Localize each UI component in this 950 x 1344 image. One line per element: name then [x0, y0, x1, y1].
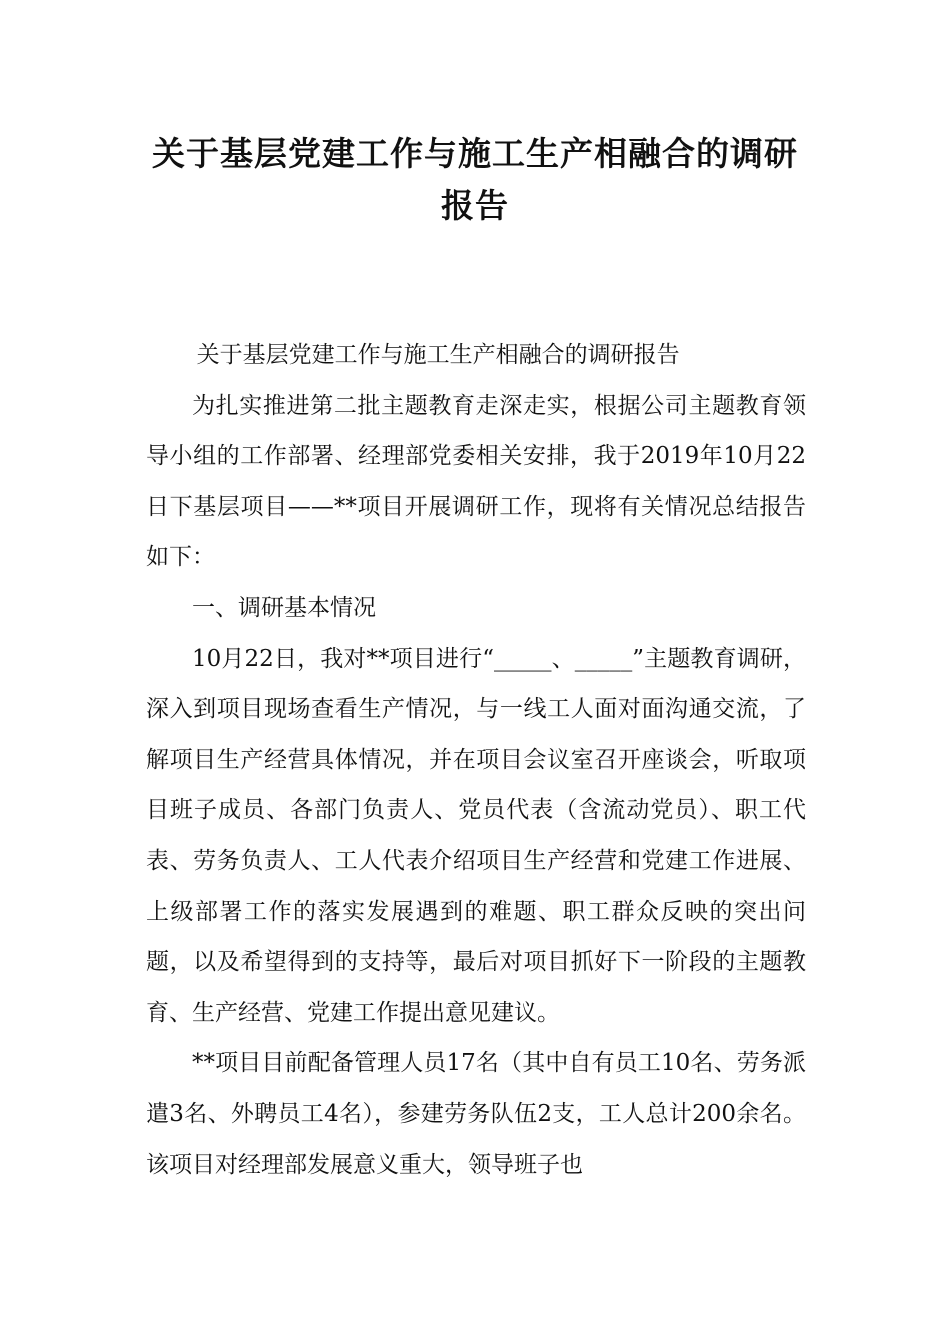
intro-paragraph: 为扎实推进第二批主题教育走深走实，根据公司主题教育领导小组的工作部署、经理部党委相关安排，我于2019年10月22日下基层项目——**项目开展调研工作，现将有关情况总结报告如下： [146, 392, 806, 571]
body-paragraph: **项目目前配备管理人员17名（其中自有员工10名、劳务派遣3名、外聘员工4名），参建劳务队伍2支，工人总计200余名。该项目对经理部发展意义重大，领导班子也 [146, 1050, 806, 1178]
body-paragraph: 10月22日，我对**项目进行“_____、_____”主题教育调研，深入到项目现场查看生产情况，与一线工人面对面沟通交流，了解项目生产经营具体情况，并在项目会议室召开座谈会，听取项目班子成员、各部门负责人、党员代表（含流动党员）、职工代表、劳务负责人、工人代表介绍项目生产经营和党建工作进展、上级部署工作的落实发展遇到的难题、职工群众反映的突出问题，以及希望得到的支持等，最后对项目抓好下一阶段的主题教育、生产经营、党建工作提出意见建议。 [146, 645, 806, 1026]
section-heading: 一、调研基本情况 [192, 594, 376, 621]
subtitle-paragraph: 关于基层党建工作与施工生产相融合的调研报告 [196, 342, 680, 368]
document-title: 关于基层党建工作与施工生产相融合的调研报告 [152, 134, 798, 225]
document-body [146, 330, 806, 1190]
